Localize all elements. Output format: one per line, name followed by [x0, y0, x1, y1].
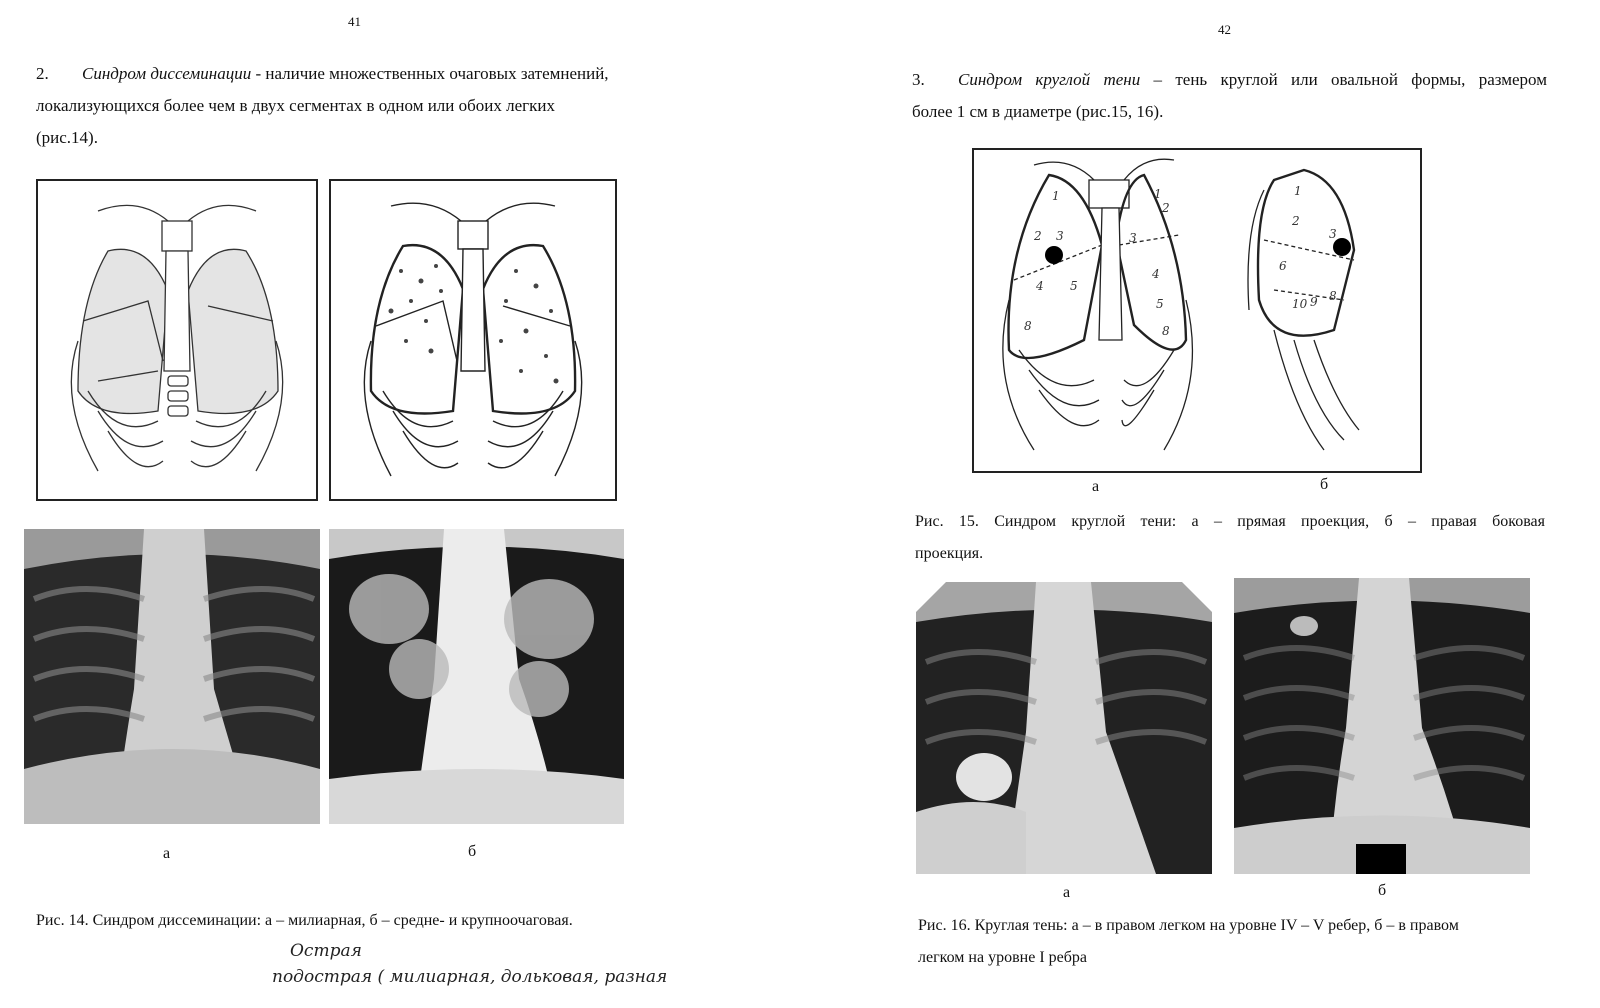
svg-text:2: 2 — [1292, 214, 1300, 228]
svg-text:6: 6 — [1279, 259, 1287, 273]
fig14-label-b: б — [468, 843, 477, 860]
fig16-caption-line2: легком на уровне I ребра — [918, 949, 1087, 966]
svg-text:9: 9 — [1310, 295, 1318, 309]
fig15-label-b: б — [1320, 476, 1329, 493]
fig14-diagram-b — [329, 179, 617, 501]
section-2-line3: (рис.14). — [36, 128, 98, 147]
section-2-definition: - наличие множественных очаговых затемнений, — [251, 64, 609, 83]
page-number-right: 42 — [1218, 22, 1231, 37]
fig15-caption — [915, 506, 1545, 570]
section-3-line1 — [912, 64, 1547, 96]
fig15-caption-line1: Рис. 15. Синдром круглой тени: а – прямая проекция, б – правая боковая — [915, 513, 1545, 530]
svg-text:1: 1 — [1052, 189, 1060, 203]
fig16-caption — [918, 910, 1548, 974]
section-3-line2: более 1 см в диаметре (рис.15, 16). — [912, 102, 1164, 121]
fig14-label-a: а — [163, 845, 171, 862]
section-2-line2: локализующихся более чем в двух сегментах в одном или обоих легких — [36, 96, 555, 115]
svg-text:3: 3 — [1329, 227, 1337, 241]
fig14-caption: Рис. 14. Синдром диссеминации: а – милиарная, б – средне- и крупноочаговая. — [36, 912, 573, 929]
fig14-xray-b — [329, 529, 624, 824]
svg-text:1: 1 — [1154, 187, 1162, 201]
handwritten-line2: подострая ( милиарная, дольковая, разная — [272, 967, 668, 987]
section-3-definition: – тень круглой или овальной формы, размером — [1140, 70, 1547, 89]
fig16-caption-line1: Рис. 16. Круглая тень: а – в правом легком на уровне IV – V ребер, б – в правом — [918, 917, 1459, 934]
section-2-line1 — [36, 58, 676, 90]
fig15-label-a: а — [1092, 478, 1100, 495]
fig16-xray-a — [916, 582, 1212, 874]
section-2-paragraph — [36, 58, 676, 154]
svg-text:2: 2 — [1034, 229, 1042, 243]
fig15-diagram — [972, 148, 1422, 473]
fig16-label-a: а — [1063, 884, 1071, 901]
section-2-number: 2. — [36, 64, 49, 83]
handwritten-note — [272, 938, 667, 990]
fig16-xray-b — [1234, 578, 1530, 874]
svg-text:4: 4 — [1152, 267, 1160, 281]
svg-text:8: 8 — [1024, 319, 1032, 333]
page-number-left: 41 — [348, 14, 361, 29]
section-3-number: 3. — [912, 70, 925, 89]
fig16-label-b: б — [1378, 882, 1387, 899]
svg-text:3: 3 — [1056, 229, 1064, 243]
svg-text:3: 3 — [1129, 231, 1137, 245]
svg-text:8: 8 — [1162, 324, 1170, 338]
fig15-caption-line2: проекция. — [915, 545, 984, 562]
svg-text:4: 4 — [1036, 279, 1044, 293]
section-3-term: Синдром круглой тени — [958, 70, 1141, 89]
svg-text:5: 5 — [1156, 297, 1164, 311]
svg-text:10: 10 — [1292, 297, 1308, 311]
fig14-diagram-a — [36, 179, 318, 501]
fig14-xray-a — [24, 529, 320, 824]
section-2-term: Синдром диссеминации — [82, 64, 252, 83]
svg-text:5: 5 — [1070, 279, 1078, 293]
svg-text:1: 1 — [1294, 184, 1302, 198]
handwritten-line1: Острая — [290, 941, 362, 961]
section-3-paragraph — [912, 64, 1547, 128]
svg-text:8: 8 — [1329, 289, 1337, 303]
svg-text:2: 2 — [1162, 201, 1170, 215]
